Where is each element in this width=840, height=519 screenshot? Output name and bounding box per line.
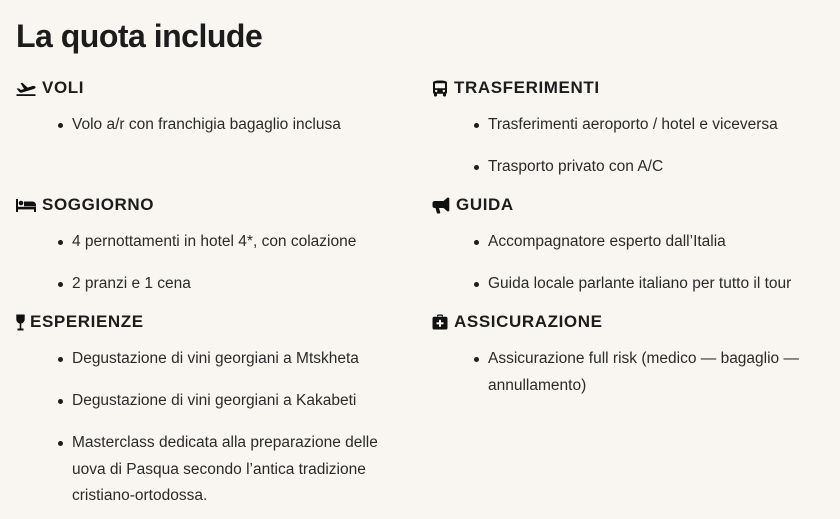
section-heading [16,77,396,99]
megaphone-icon [432,197,450,214]
section-heading-label: SOGGIORNO [42,195,155,214]
list-item: Volo a/r con franchigia bagaglio inclusa [16,112,396,139]
item-list [16,112,396,139]
list-item: Assicurazione full risk (medico — bagaglio — annullamento) [432,346,832,399]
bed-icon [16,198,36,212]
section-heading-label: GUIDA [456,195,514,214]
section-heading [16,311,396,333]
list-item: Guida locale parlante italiano per tutto il tour [432,271,832,298]
wine-glass-icon [16,314,25,331]
section-soggiorno [16,194,396,298]
section-heading-label: TRASFERIMENTI [454,78,600,97]
list-item: Degustazione di vini georgiani a Kakabeti [16,388,396,415]
section-assicurazione [432,311,832,399]
section-heading-label: VOLI [42,78,85,97]
section-voli [16,77,396,139]
list-item: Degustazione di vini georgiani a Mtskheta [16,346,396,373]
section-heading [432,77,832,99]
page-title: La quota include [16,18,263,54]
list-item: 4 pernottamenti in hotel 4*, con colazione [16,229,396,256]
bus-icon [432,80,448,97]
list-item: 2 pranzi e 1 cena [16,271,396,298]
list-item: Masterclass dedicata alla preparazione delle uova di Pasqua secondo l’antica tradizione cristiano-ortodossa. [16,430,396,510]
section-heading [432,194,832,216]
plane-departure-icon [16,80,36,96]
list-item: Trasporto privato con A/C [432,154,832,181]
list-item: Trasferimenti aeroporto / hotel e viceversa [432,112,832,139]
section-heading-label: ESPERIENZE [30,312,144,331]
medkit-icon [432,314,448,330]
section-esperienze [16,311,396,510]
item-list [432,229,832,298]
section-heading-label: ASSICURAZIONE [454,312,603,331]
item-list [432,346,832,399]
section-guida [432,194,832,298]
item-list [432,112,832,181]
item-list [16,229,396,298]
section-heading [16,194,396,216]
list-item: Accompagnatore esperto dall’Italia [432,229,832,256]
section-heading [432,311,832,333]
item-list [16,346,396,510]
section-trasferimenti [432,77,832,181]
